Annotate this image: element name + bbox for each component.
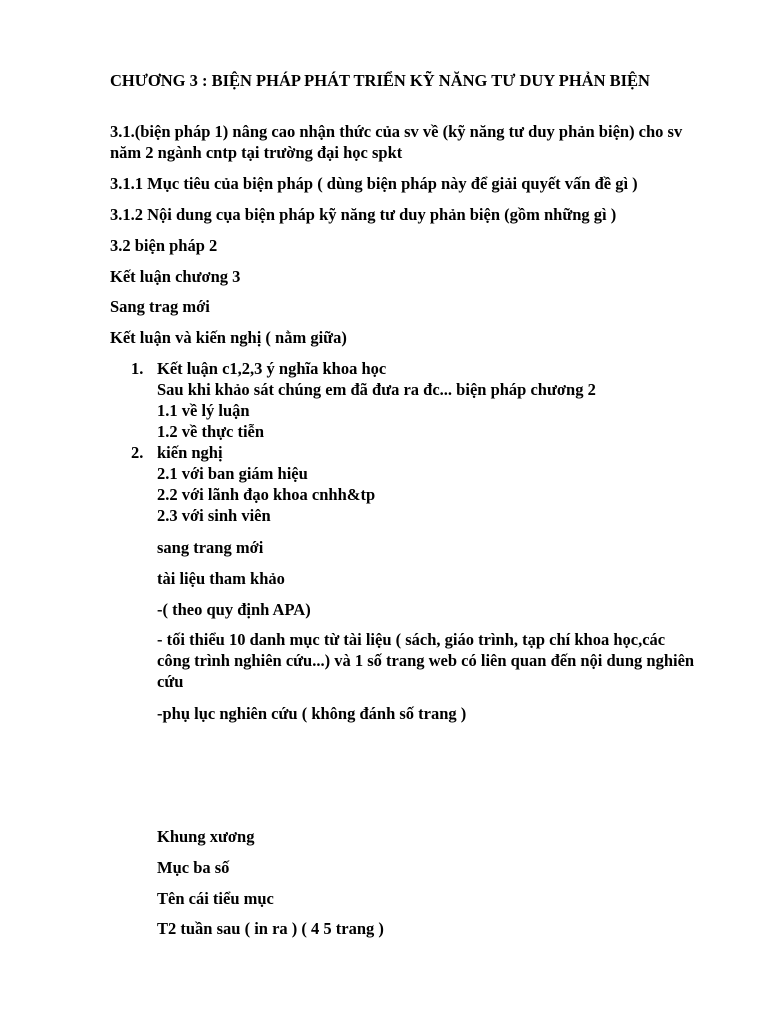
list-item-line: 2.3 với sinh viên <box>157 506 271 525</box>
section-3-1-1: 3.1.1 Mục tiêu của biện pháp ( dùng biện pháp này để giải quyết vấn đề gì ) <box>110 174 638 193</box>
apa-note: -( theo quy định APA) <box>157 600 311 619</box>
references-min-note: - tối thiểu 10 danh mục từ tài liệu ( sách, giáo trình, tạp chí khoa học,các công trình nghiên cứu...) và 1 số trang web có liên quan đến nội dung nghiên cứu <box>157 630 695 691</box>
section-3-1-2: 3.1.2 Nội dung cụa biện pháp kỹ năng tư duy phản biện (gồm những gì ) <box>110 205 617 224</box>
list-item-line: 1.2 về thực tiễn <box>157 422 265 441</box>
list-item <box>131 358 702 442</box>
section-3-1: 3.1.(biện pháp 1) nâng cao nhận thức của sv về (kỹ năng tư duy phản biện) cho sv năm 2 ngành cntp tại trường đại học spkt <box>110 122 683 162</box>
chapter-title: CHƯƠNG 3 : BIỆN PHÁP PHÁT TRIỂN KỸ NĂNG TƯ DUY PHẢN BIỆN <box>110 71 650 90</box>
appendix-note: -phụ lục nghiên cứu ( không đánh số trang ) <box>157 704 467 723</box>
list-item-line: Sau khi khảo sát chúng em đã đưa ra đc... biện pháp chương 2 <box>157 380 596 399</box>
chapter-conclusion: Kết luận chương 3 <box>110 267 241 286</box>
references-heading: tài liệu tham khảo <box>157 569 285 588</box>
list-item-title: kiến nghị <box>157 443 223 462</box>
new-page-note: Sang trag mới <box>110 297 210 316</box>
section-3-2: 3.2 biện pháp 2 <box>110 236 218 255</box>
list-number: 2. <box>131 443 144 462</box>
new-page-note-2: sang trang mới <box>157 538 264 557</box>
skeleton-note: Khung xương <box>157 827 255 846</box>
three-level-note: Mục ba số <box>157 858 230 877</box>
subtitle-name-note: Tên cái tiểu mục <box>157 889 274 908</box>
list-number: 1. <box>131 359 144 378</box>
list-item-line: 2.2 với lãnh đạo khoa cnhh&tp <box>157 485 376 504</box>
next-week-note: T2 tuần sau ( in ra ) ( 4 5 trang ) <box>157 919 384 938</box>
list-item-line: 2.1 với ban giám hiệu <box>157 464 308 483</box>
list-item-line: 1.1 về lý luận <box>157 401 250 420</box>
list-item <box>131 442 702 526</box>
list-item-title: Kết luận c1,2,3 ý nghĩa khoa học <box>157 359 387 378</box>
conclusions-heading: Kết luận và kiến nghị ( nằm giữa) <box>110 328 347 347</box>
